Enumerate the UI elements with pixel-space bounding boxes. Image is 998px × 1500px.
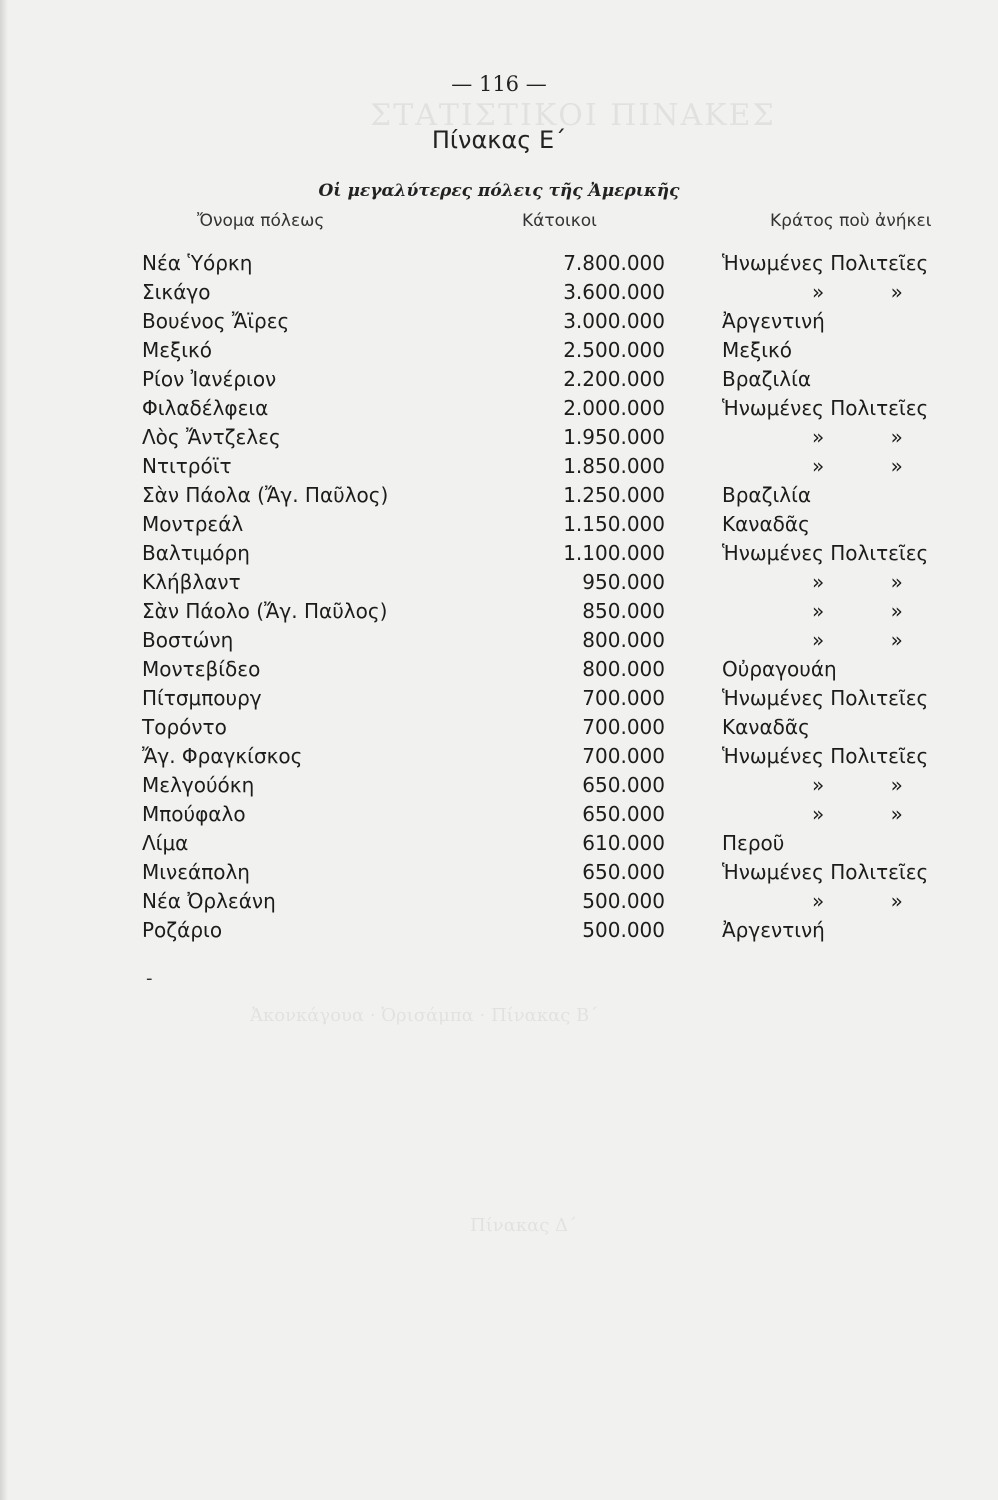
city-name: Σικάγο: [142, 280, 211, 304]
city-name: Μπούφαλο: [142, 802, 246, 826]
trailing-mark: -: [146, 968, 153, 989]
cities-table: [0, 249, 998, 945]
city-name: Σὰν Πάολα (Ἄγ. Παῦλος): [142, 483, 389, 507]
population-value: 2.500.000: [563, 338, 665, 362]
population-value: 950.000: [582, 570, 665, 594]
population-value: 1.850.000: [563, 454, 665, 478]
state-name: » »: [812, 454, 903, 478]
city-name: Μοντεβίδεο: [142, 657, 261, 681]
state-name: » »: [812, 773, 903, 797]
population-value: 500.000: [582, 918, 665, 942]
state-name: Ἡνωμένες Πολιτεῖες: [722, 686, 929, 710]
table-subtitle: Οἱ μεγαλύτερες πόλεις τῆς Ἀμερικῆς: [318, 181, 680, 201]
state-name: Βραζιλία: [722, 367, 812, 391]
population-value: 850.000: [582, 599, 665, 623]
city-name: Σὰν Πάολο (Ἄγ. Παῦλος): [142, 599, 388, 623]
state-name: Ἀργεντινή: [722, 309, 825, 333]
table-row: [0, 307, 998, 336]
population-value: 650.000: [582, 773, 665, 797]
table-row: [0, 452, 998, 481]
population-value: 650.000: [582, 802, 665, 826]
table-row: [0, 887, 998, 916]
table-row: [0, 568, 998, 597]
state-name: » »: [812, 889, 903, 913]
population-value: 700.000: [582, 715, 665, 739]
state-name: Ἀργεντινή: [722, 918, 825, 942]
table-row: [0, 394, 998, 423]
state-name: Ἡνωμένες Πολιτεῖες: [722, 251, 929, 275]
city-name: Ἄγ. Φραγκίσκος: [142, 744, 303, 768]
table-row: [0, 249, 998, 278]
city-name: Ροζάριο: [142, 918, 223, 942]
city-name: Λὸς Ἄντζελες: [142, 425, 281, 449]
population-value: 610.000: [582, 831, 665, 855]
population-value: 2.200.000: [563, 367, 665, 391]
state-name: » »: [812, 570, 903, 594]
state-name: Ἡνωμένες Πολιτεῖες: [722, 860, 929, 884]
table-title: Πίνακας Ε΄: [431, 126, 567, 154]
state-name: » »: [812, 628, 903, 652]
city-name: Μεξικό: [142, 338, 213, 362]
bleed-through-heading: ΣΤΑΤΙΣΤΙΚΟΙ ΠΙΝΑΚΕΣ: [370, 98, 776, 133]
city-name: Βοστώνη: [142, 628, 234, 652]
city-name: Ντιτρόϊτ: [142, 454, 232, 478]
state-name: Ἡνωμένες Πολιτεῖες: [722, 541, 929, 565]
city-name: Μινεάπολη: [142, 860, 250, 884]
population-value: 800.000: [582, 628, 665, 652]
city-name: Κλήβλαντ: [142, 570, 241, 594]
column-header-city: Ὄνομα πόλεως: [197, 211, 325, 231]
city-name: Φιλαδέλφεια: [142, 396, 269, 420]
table-row: [0, 829, 998, 858]
city-name: Νέα Ὑόρκη: [142, 251, 253, 275]
population-value: 800.000: [582, 657, 665, 681]
column-header-population: Κάτοικοι: [522, 211, 597, 231]
city-name: Λίμα: [142, 831, 189, 855]
city-name: Τορόντο: [142, 715, 227, 739]
state-name: Καναδᾶς: [722, 512, 810, 536]
city-name: Ρίον Ἰανέριον: [142, 367, 277, 391]
table-row: [0, 684, 998, 713]
city-name: Νέα Ὀρλεάνη: [142, 889, 276, 913]
table-row: [0, 742, 998, 771]
population-value: 2.000.000: [563, 396, 665, 420]
table-row: [0, 916, 998, 945]
table-row: [0, 655, 998, 684]
table-row: [0, 713, 998, 742]
table-row: [0, 597, 998, 626]
city-name: Βαλτιμόρη: [142, 541, 250, 565]
state-name: Καναδᾶς: [722, 715, 810, 739]
table-row: [0, 278, 998, 307]
city-name: Μοντρεάλ: [142, 512, 244, 536]
table-row: [0, 336, 998, 365]
state-name: Μεξικό: [722, 338, 793, 362]
population-value: 1.100.000: [563, 541, 665, 565]
population-value: 3.600.000: [563, 280, 665, 304]
population-value: 7.800.000: [563, 251, 665, 275]
table-row: [0, 423, 998, 452]
state-name: » »: [812, 280, 903, 304]
population-value: 650.000: [582, 860, 665, 884]
table-row: [0, 481, 998, 510]
state-name: » »: [812, 425, 903, 449]
state-name: Ἡνωμένες Πολιτεῖες: [722, 744, 929, 768]
table-row: [0, 510, 998, 539]
state-name: Περοῦ: [722, 831, 785, 855]
page-number: — 116 —: [451, 72, 547, 96]
bleed-through-subheading: Πίνακας Δ΄: [470, 1215, 578, 1236]
table-row: [0, 771, 998, 800]
population-value: 700.000: [582, 686, 665, 710]
table-row: [0, 626, 998, 655]
table-row: [0, 539, 998, 568]
state-name: » »: [812, 802, 903, 826]
state-name: Οὐραγουάη: [722, 657, 837, 681]
city-name: Πίτσμπουργ: [142, 686, 262, 710]
city-name: Μελγούόκη: [142, 773, 255, 797]
table-row: [0, 800, 998, 829]
population-value: 1.150.000: [563, 512, 665, 536]
state-name: » »: [812, 599, 903, 623]
table-row: [0, 365, 998, 394]
population-value: 700.000: [582, 744, 665, 768]
population-value: 3.000.000: [563, 309, 665, 333]
state-name: Βραζιλία: [722, 483, 812, 507]
population-value: 500.000: [582, 889, 665, 913]
population-value: 1.250.000: [563, 483, 665, 507]
bleed-through-text: Ἀκονκάγουα · Ὀρισάμπα · Πίνακας Β΄: [250, 1005, 599, 1026]
city-name: Βουένος Ἄϊρες: [142, 309, 290, 333]
population-value: 1.950.000: [563, 425, 665, 449]
column-header-state: Κράτος ποὺ ἀνήκει: [770, 211, 932, 231]
table-row: [0, 858, 998, 887]
state-name: Ἡνωμένες Πολιτεῖες: [722, 396, 929, 420]
